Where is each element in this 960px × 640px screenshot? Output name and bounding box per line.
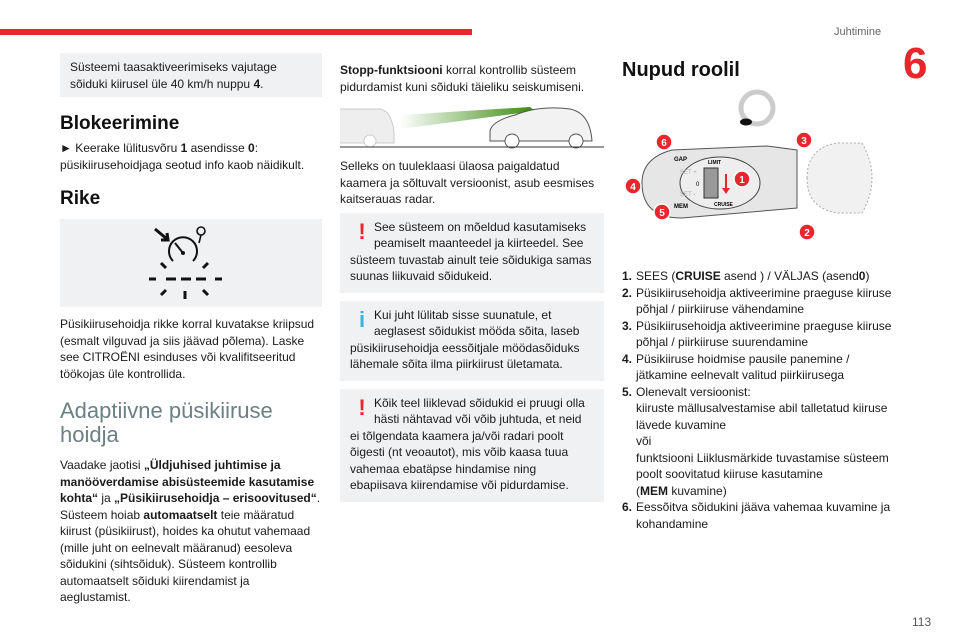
callout-6: 6 [661, 138, 667, 149]
warning-icon: ! [358, 394, 366, 420]
list-item: 4. Püsikiiruse hoidmise pausile panemine / jätkamine eelnevalt valitud piirkiirusega [622, 351, 850, 382]
middle-column [340, 62, 604, 510]
fault-indicator-figure [60, 219, 322, 307]
warning-icon: ! [358, 218, 366, 244]
list-item: 2. Püsikiirusehoidja aktiveerimine praeguse kiiruse põhjal / piirkiiruse vähendamine [622, 285, 892, 316]
blocking-text: ► Keerake lülitusvõru 1 asendisse 0: püsikiirusehoidjaga seotud info kaob näidikult. [60, 141, 305, 172]
right-column [622, 58, 892, 532]
list-item: 3. Püsikiirusehoidja aktiveerimine praeguse kiiruse põhjal / piirkiiruse suurendamine [622, 318, 892, 349]
note-text: Kui juht lülitab sisse suunatule, et aeglasest sõidukist mööda sõita, laseb püsikiirusehoidja eessõitjale möödasõiduks lähemale sõita ilma piirkiirust ületamata. [350, 307, 580, 371]
list-item: 5. Olenevalt versioonist: kiiruste mällusalvestamise abil talletatud kiiruse lävede kuvamine või funktsiooni Liiklusmärkide tuvastamise süsteem poolt soovitatud kiiruse kasutamine (MEM kuvamine) [622, 384, 889, 498]
left-column [60, 53, 322, 606]
page-number: 113 [912, 615, 932, 629]
fault-heading: Rike [60, 188, 101, 209]
note-end: . [260, 76, 264, 91]
radar-camera-figure [340, 103, 604, 149]
blocking-heading: Blokeerimine [60, 113, 180, 134]
list-item: 1. SEES (CRUISE asend ) / VÄLJAS (asend0) [622, 269, 870, 283]
note-text: Süsteemi taasaktiveerimiseks vajutage sõiduki kiirusel üle 40 km/h nuppu [70, 60, 277, 91]
set-plus-label: SET + [680, 170, 697, 176]
cruise-fault-icon [141, 223, 241, 303]
note-text: Kõik teel liiklevad sõidukid ei pruugi olla hästi nähtavad või võib juhtuda, et neid ei tõlgendata kaamera ja/või radari poolt õigesti (nt veoautot), mis võib kaasa tuua vahemaa ebatäpse hindamise ning ebapiisava kiirendamise või pidurdamise. [350, 395, 585, 492]
note-text: See süsteem on mõeldud kasutamiseks peamiselt maanteedel ja kiirteedel. See süsteem tuvastab ainult teie sõidukiga samas suunas liikuvaid sõidukeid. [350, 219, 592, 283]
info-icon: i [358, 306, 366, 332]
fault-text: Püsikiirusehoidja rikke korral kuvatakse kriipsud (esmalt vilguvad ja siis jäävad põlema). Laske see CITROËNI esinduses või kvalifitseeritud töökojas üle kontrollida. [60, 317, 315, 381]
callout-2: 2 [804, 228, 810, 239]
list-item: 6. Eessõitva sõidukini jääva vahemaa kuvamine ja kohandamine [622, 500, 891, 531]
reactivation-note [60, 53, 322, 97]
header-red-bar [0, 29, 472, 35]
zero-label: 0 [696, 182, 700, 188]
note-bold: 4 [253, 76, 261, 91]
callout-3: 3 [801, 136, 807, 147]
steering-controls-figure [622, 88, 892, 248]
warning-note [340, 213, 604, 293]
controls-list [622, 268, 892, 532]
callout-4: 4 [630, 182, 636, 193]
notes-list [340, 213, 604, 502]
chapter-number: 6 [903, 39, 928, 88]
steering-buttons-heading: Nupud roolil [622, 59, 740, 81]
warning-note [340, 389, 604, 502]
limit-label: LIMIT [708, 160, 722, 166]
section-title: Juhtimine [834, 26, 882, 38]
gap-label: GAP [674, 157, 688, 163]
acc-heading: Adaptiivne püsikiiruse hoidja [60, 398, 273, 447]
set-minus-label: SET - [680, 192, 696, 198]
callout-5: 5 [659, 208, 665, 219]
mem-label: MEM [674, 204, 688, 210]
cruise-label: CRUISE [714, 202, 733, 208]
callout-1: 1 [739, 175, 745, 186]
camera-text: Selleks on tuuleklaasi ülaosa paigaldatud kaamera ja sõltuvalt versioonist, asub eesmises kaitserauas radar. [340, 159, 595, 206]
info-note [340, 301, 604, 381]
acc-text: Vaadake jaotisi „Üldjuhised juhtimise ja manööverdamise abisüsteemide kasutamise kohta“ ja „Püsikiirusehoidja – erisoovitused“. Süsteem hoiab automaatselt teie määratud kiirust (püsikiirust), hoides ka ohutut vahemaad (mille juht on eelnevalt määranud) eesoleva sõidukini (sihtsõiduk). Süsteem kontrollib automaatselt sõiduki kiirendamist ja aeglustamist. [60, 458, 321, 604]
stop-function-text: Stopp-funktsiooni korral kontrollib süsteem pidurdamist kuni sõiduki täieliku seiskumiseni. [340, 63, 585, 94]
